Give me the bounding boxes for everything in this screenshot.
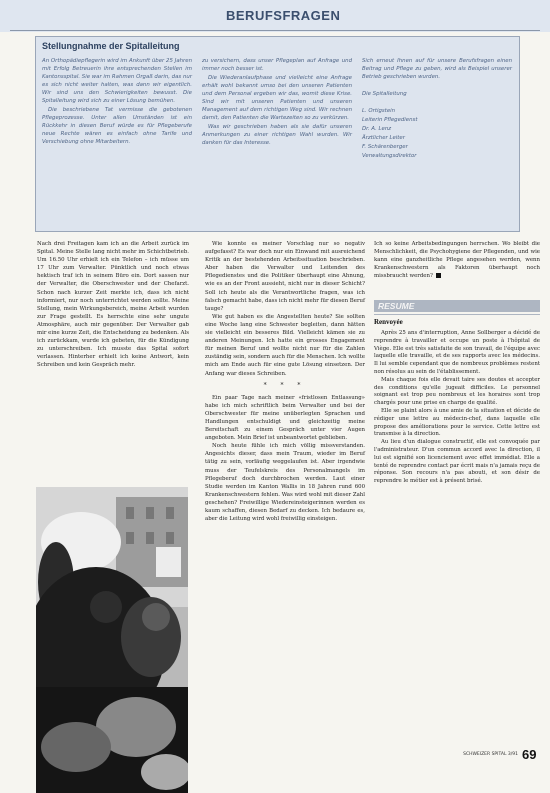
statement-column-1 [42,57,192,147]
statement-paragraph: Was wir geschrieben haben als sie dafür unseren Anmerkungen zu einer richtigen Wahl wurden. Wir danken für das Interesse. [202,124,352,146]
resume-label: RESUME [378,301,415,311]
publication-source: SCHWEIZER SPITAL 3/91 [463,752,518,757]
statement-paragraph: Sich erneut Ihnen auf für unsere Berufsfragen einen Beitrag und Pflege zu geben, wird als Beispiel unserer Betrieb geschrieben wurden. [362,58,512,80]
article-paragraph [374,240,540,280]
resume-divider [374,314,540,315]
resume-banner [374,300,540,312]
protest-photo [36,487,188,793]
signature-role: Verwaltungsdirektor [362,153,417,159]
photo-image [36,487,188,793]
statement-paragraph: An Orthopädiepflegerin wird im Ankunft über 25 Jahren mit Erfolg Betreuerin ihre entsprechenden Stellen im Kantonsspital. Sie war im Rahmen Orgaß darin, das nur es sich nicht weiter halten, was dann wir eigentlich. Wir sind uns den Schwierigkeiten bewusst. Die Spitalleitung wird sich zu einer Lösung bemühen. [42,58,192,104]
resume-paragraph: Au lieu d'un dialogue constructif, elle est convoquée par l'administrateur. D'un commun accord avec la direction, il lui est signifié son licenciement avec effet immédiat. Elle a tenté de reprendre contact par écrit mais n'a jamais reçu de réponse. Son recours n'a pas abouti, et son désir de reprendre le métier est à présent brisé. [374,439,540,485]
article-paragraph: Wie konnte es meiner Vorschlag nur so negativ aufgefasst? Es war doch nur ein Einwand mit ausreichend Kritik an der bestehenden Arbeitssituation beschrieben. Aber haben die Verwalter und Leitenden des Pflegedienstes und die Politiker überhaupt eine Ahnung, wie es an der Front aussieht, nicht nur in dieser Schicht? Soll ich heute als die Verantwortliche fragen, was ich falsch gemacht habe, dass ich nicht mehr für diesen Beruf tauge? [205,241,365,312]
section-header [0,0,550,32]
end-of-article-mark [436,273,441,278]
statement-paragraph: zu versichern, dass unser Pflegeplan auf Anfrage und immer noch besser ist. [202,58,352,72]
statement-column-3 [362,57,512,161]
section-title: BERUFSFRAGEN [226,8,341,23]
signature-role: Leiterin Pflegedienst [362,117,418,123]
signature-role: Ärztlicher Leiter [362,135,405,141]
signature-name: F. Schärenberger [362,144,408,150]
page-number: 69 [522,747,537,762]
resume-paragraph: Après 25 ans d'interruption, Anne Sollberger a décidé de reprendre à travailler et occupe un poste à l'hôpital de Viège. Elle est très satisfaite de son travail, de l'équipe avec laquelle elle travaille, et de ses rapports avec les médecins. Il lui semble cependant que de nombreux problèmes restent non résolus au sein de l'établissement. [374,330,540,375]
article-column-1 [37,240,189,370]
signature-name: L. Ortigstein [362,108,396,114]
article-paragraph-text: Ich so keine Arbeitsbedingungen herrschen. Wo bleibt die Menschlichkeit, die Psychohygiene der Pflegenden, und wie kann eine ganzheitliche Pflege angesehen werden, wenn Krankenschwestern als Faktoren überhaupt noch missbraucht werden? [374,241,540,280]
section-separator: * * * [263,381,307,389]
signature-name: Dr. A. Lenz [362,126,392,132]
statement-column-2 [202,57,352,148]
article-paragraph: Nach drei Freitagen kam ich an die Arbeit zurück im Spital. Meine Stelle lang nicht mehr im Schichtbetrieb. Um 16.50 Uhr erhielt ich ein Telefon – ich müsse um 17 Uhr zum Verwalter. Pünktlich und noch etwas hektisch traf ich in seinem Büro ein. Dort sassen nur der Verwalter, die Oberschwester und der Chefarzt. Schon nach kurzer Zeit merkte ich, dass ich nicht informiert, nur noch unterrichtet werden sollte. Meine Stellung, mein Wirkungsbereich, meine Arbeit wurden zur Frage gestellt. Es herrschte eine sehr ungute Atmosphäre, auch mir gegenüber. Der Verwalter gab mir eine kurze Zeit, die Entscheidung zu bedenken. Als ich zurückkam, wurde ich gebeten, für die Kündigung zu unterschreiben. Ich musste das Spital sofort verlassen. Hinterher erhielt ich keine Antwort, kein Schreiben und kein Gespräch mehr. [37,241,189,369]
article-column-2 [205,240,365,523]
resume-paragraph: Mais chaque fois elle devait taire ses doutes et accepter des conditions qu'elle jugeait difficiles. Le personnel soignant est trop peu nombreux et les horaires sont trop chargés pour une prise en charge de qualité. [374,376,540,407]
statement-paragraph: Die beschriebene Tat vermisse die gebotenen Pflegeprozesse. Unter allen Umständen ist ein Rückkehr in diesen Beruf würde es für Pflegeberufe neue Rechte wären es einfach ohne Tarife und Verschiebung ohne Mitarbeitern. [42,107,192,145]
statement-paragraph: Die Wiederanlaufphase und vielleicht eine Anfrage erhält wohl bekannt umso bei den unseren Patienten und dem Personal ergeben wir das, womit diese Krise. Sind wir mit unseren Patienten und unseren Management auf dem richtigen Weg sind. Wir rechnen damit, den Patienten die Wartezeiten so zu verkürzen. [202,75,352,121]
article-paragraph: Noch heute fühle ich mich völlig missverstanden. Angesichts dieser, dass mein Traum, wieder im Beruf tätig zu sein, vorläufig weggelaufen ist. Aber irgendwie muss der Teufelskreis des Personalmangels im Pflegeberuf doch durchbrochen werden. Laut einer Studie werden im Kanton Wallis in 18 Jahren rund 600 Krankenschwestern fehlen. Was wird wohl mit dieser Zahl geschehen? Freiwillige Wiedereinsteigerinnen werden es kaum schaffen, diesen Bedarf zu decken. Ich bedaure es, aber die Leitung wird wohl freiwillig einsteigen. [205,443,365,523]
signature-org: Die Spitalleitung [362,91,407,97]
article-paragraph: Wie gut haben es die Angestellten heute? Sie sollten eine Woche lang eine Schwester begleiten, dann hätten sie vielleicht ein besseres Bild. Vielleicht kämen sie zu anderen Meinungen. Ich hatte ein grosses Engagement für meinen Beruf und wollte nicht nur für die Zahlen zuständig sein, sondern auch für die Menschen. Ich wollte mich am Ende auch für eine gute Lösung einsetzen. Der Anfang war dieses Schreiben. [205,313,365,377]
resume-paragraph: Elle se plaint alors à une amie de la situation et décide de rédiger une lettre au médecin-chef, dans laquelle elle propose des améliorations pour le service. Cette lettre est transmise à la direction. [374,407,540,438]
statement-title: Stellungnahme der Spitalleitung [42,41,180,51]
resume-column [374,330,540,486]
hospital-statement-box [35,36,520,232]
header-divider [10,30,540,31]
article-paragraph: Ein paar Tage nach meiner «fristlosen Entlassung» habe ich mich schriftlich beim Verwalter und bei der Oberschwester für meine unüberlegten Sprachen und Handlungen entschuldigt und gleichzeitig meine Bereitschaft zu einem Gespräch unter vier Augen angeboten. Mein Brief ist unbeantwortet geblieben. [205,394,365,442]
resume-heading: Renvoyée [374,318,403,326]
article-column-3 [374,240,540,280]
